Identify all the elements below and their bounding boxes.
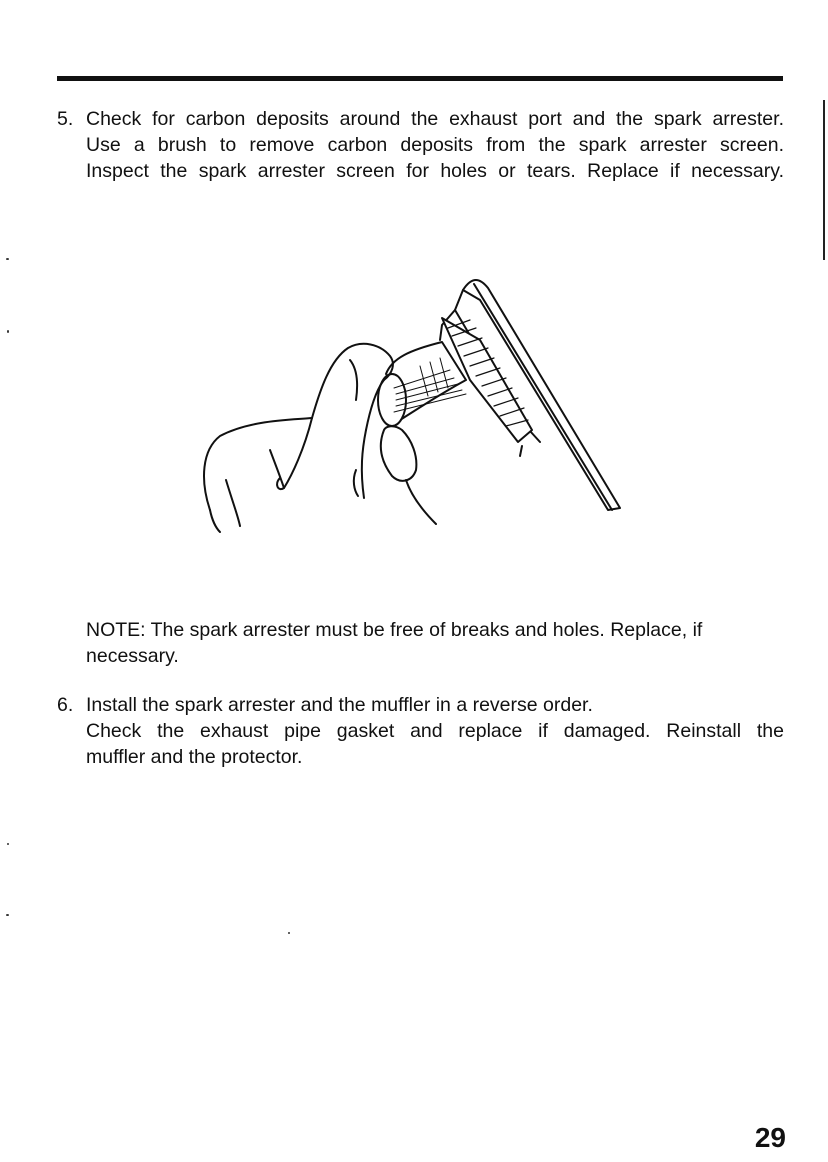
step-number: 5. xyxy=(57,108,74,130)
page-number: 29 xyxy=(754,1122,786,1153)
scan-speck xyxy=(7,843,9,845)
step-number: 6. xyxy=(57,694,74,716)
spark-arrester-cleaning-illustration xyxy=(180,270,640,550)
step-5 xyxy=(57,106,784,184)
step-line: muffler and the protector. xyxy=(86,746,303,768)
spark-arrester-screen xyxy=(378,342,466,426)
step-line: Check for carbon deposits around the exhaust port and the spark arrester. xyxy=(86,108,784,130)
step-line: Inspect the spark arrester screen for holes or tears. Replace if necessary. xyxy=(86,160,784,182)
step-line: Check the exhaust pipe gasket and replace if damaged. Reinstall the xyxy=(86,720,784,742)
scan-speck xyxy=(7,330,9,333)
scan-speck xyxy=(6,914,9,916)
hand-illustration xyxy=(204,344,436,532)
step-6 xyxy=(57,692,784,770)
margin-bar xyxy=(823,100,825,260)
step-body xyxy=(86,106,784,184)
step-line: Install the spark arrester and the muffler in a reverse order. xyxy=(86,694,593,716)
scan-speck xyxy=(6,258,9,260)
step-line: Use a brush to remove carbon deposits from the spark arrester screen. xyxy=(86,134,784,156)
note-text: NOTE: The spark arrester must be free of breaks and holes. Replace, if necessary. xyxy=(86,619,703,667)
top-rule xyxy=(57,76,783,81)
brush-illustration xyxy=(440,280,620,510)
step-body xyxy=(86,692,784,770)
scan-speck xyxy=(288,932,290,934)
